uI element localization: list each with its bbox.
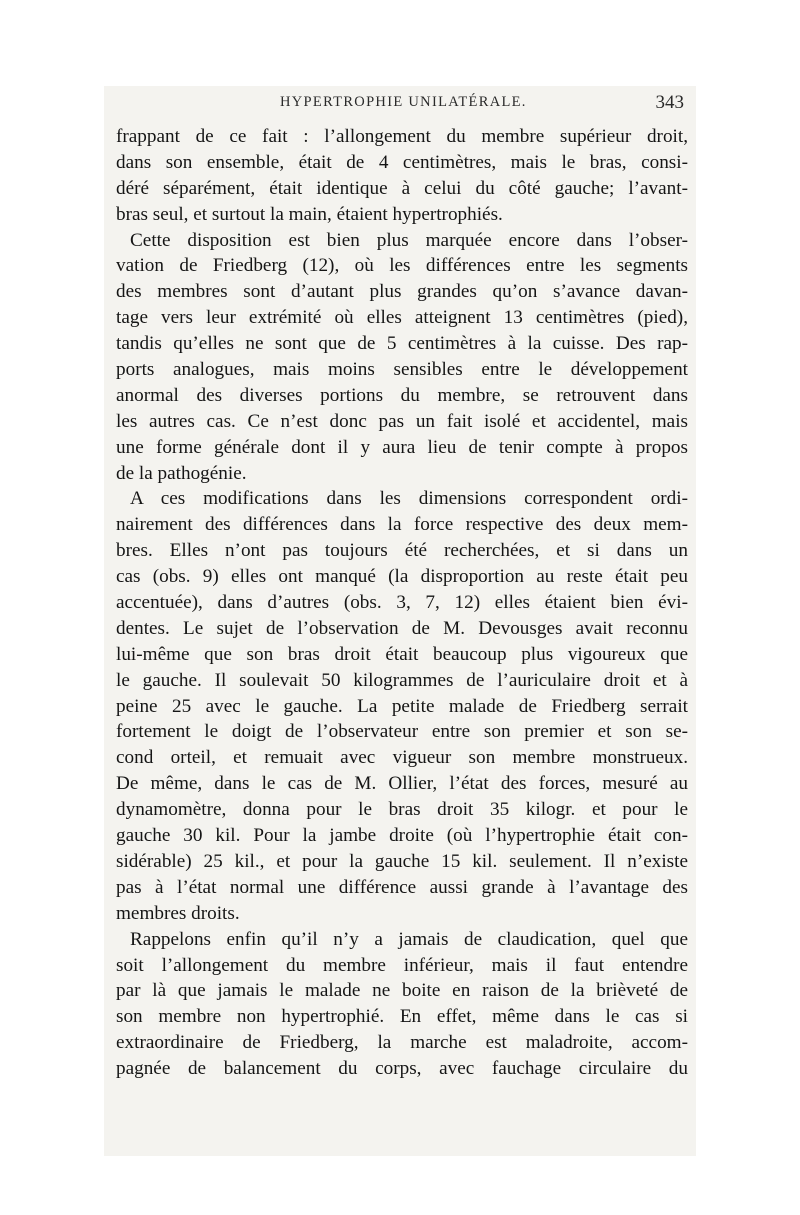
- text-line: vation de Friedberg (12), où les différences entre les segments: [116, 255, 688, 277]
- text-line: le gauche. Il soulevait 50 kilogrammes de l’auriculaire droit et à: [116, 669, 688, 691]
- text-line: gauche 30 kil. Pour la jambe droite (où l’hypertrophie était con-: [116, 825, 688, 847]
- text-line: les autres cas. Ce n’est donc pas un fait isolé et accidentel, mais: [116, 410, 688, 432]
- page-number: 343: [655, 92, 684, 113]
- text-line: peine 25 avec le gauche. La petite malade de Friedberg serrait: [116, 695, 688, 717]
- text-line: Rappelons enfin qu’il n’y a jamais de claudication, quel que: [130, 928, 688, 950]
- text-line: A ces modifications dans les dimensions correspondent ordi-: [130, 488, 688, 510]
- text-line: sidérable) 25 kil., et pour la gauche 15 kil. seulement. Il n’existe: [116, 850, 688, 872]
- text-line: fortement le doigt de l’observateur entre son premier et son se-: [116, 721, 688, 743]
- text-line: son membre non hypertrophié. En effet, même dans le cas si: [116, 1006, 688, 1028]
- text-line: soit l’allongement du membre inférieur, mais il faut entendre: [116, 954, 688, 976]
- text-line: accentuée), dans d’autres (obs. 3, 7, 12) elles étaient bien évi-: [116, 592, 688, 614]
- text-line: tage vers leur extrémité où elles atteignent 13 centimètres (pied),: [116, 307, 688, 329]
- body-text: [116, 124, 688, 1082]
- text-line: une forme générale dont il y aura lieu de tenir compte à propos: [116, 436, 688, 458]
- text-line: membres droits.: [116, 902, 240, 924]
- text-line: dans son ensemble, était de 4 centimètres, mais le bras, consi-: [116, 151, 688, 173]
- running-title: HYPERTROPHIE UNILATÉRALE.: [280, 94, 527, 110]
- book-page: [104, 86, 696, 1156]
- text-line: tandis qu’elles ne sont que de 5 centimètres à la cuisse. Des rap-: [116, 333, 688, 355]
- text-line: des membres sont d’autant plus grandes qu’on s’avance davan-: [116, 281, 688, 303]
- running-header: [104, 94, 696, 118]
- text-line: déré séparément, était identique à celui du côté gauche; l’avant-: [116, 177, 688, 199]
- text-line: dynamomètre, donna pour le bras droit 35 kilogr. et pour le: [116, 799, 688, 821]
- text-line: cond orteil, et remuait avec vigueur son membre monstrueux.: [116, 747, 688, 769]
- text-line: par là que jamais le malade ne boite en raison de la brièveté de: [116, 980, 688, 1002]
- text-line: ports analogues, mais moins sensibles entre le développement: [116, 359, 688, 381]
- text-line: frappant de ce fait : l’allongement du membre supérieur droit,: [116, 126, 688, 147]
- text-line: pas à l’état normal une différence aussi grande à l’avantage des: [116, 876, 688, 898]
- text-line: extraordinaire de Friedberg, la marche est maladroite, accom-: [116, 1032, 688, 1054]
- text-line: nairement des différences dans la force respective des deux mem-: [116, 514, 688, 536]
- text-line: bras seul, et surtout la main, étaient hypertrophiés.: [116, 203, 503, 225]
- text-line: De même, dans le cas de M. Ollier, l’état des forces, mesuré au: [116, 773, 688, 795]
- text-line: Cette disposition est bien plus marquée encore dans l’obser-: [130, 229, 688, 251]
- text-line: cas (obs. 9) elles ont manqué (la disproportion au reste était peu: [116, 566, 688, 588]
- text-line: bres. Elles n’ont pas toujours été recherchées, et si dans un: [116, 540, 688, 562]
- text-line: pagnée de balancement du corps, avec fauchage circulaire du: [116, 1058, 688, 1080]
- text-line: dentes. Le sujet de l’observation de M. Devousges avait reconnu: [116, 617, 688, 639]
- text-line: lui-même que son bras droit était beaucoup plus vigoureux que: [116, 643, 688, 665]
- text-line: anormal des diverses portions du membre, se retrouvent dans: [116, 384, 688, 406]
- text-line: de la pathogénie.: [116, 462, 247, 484]
